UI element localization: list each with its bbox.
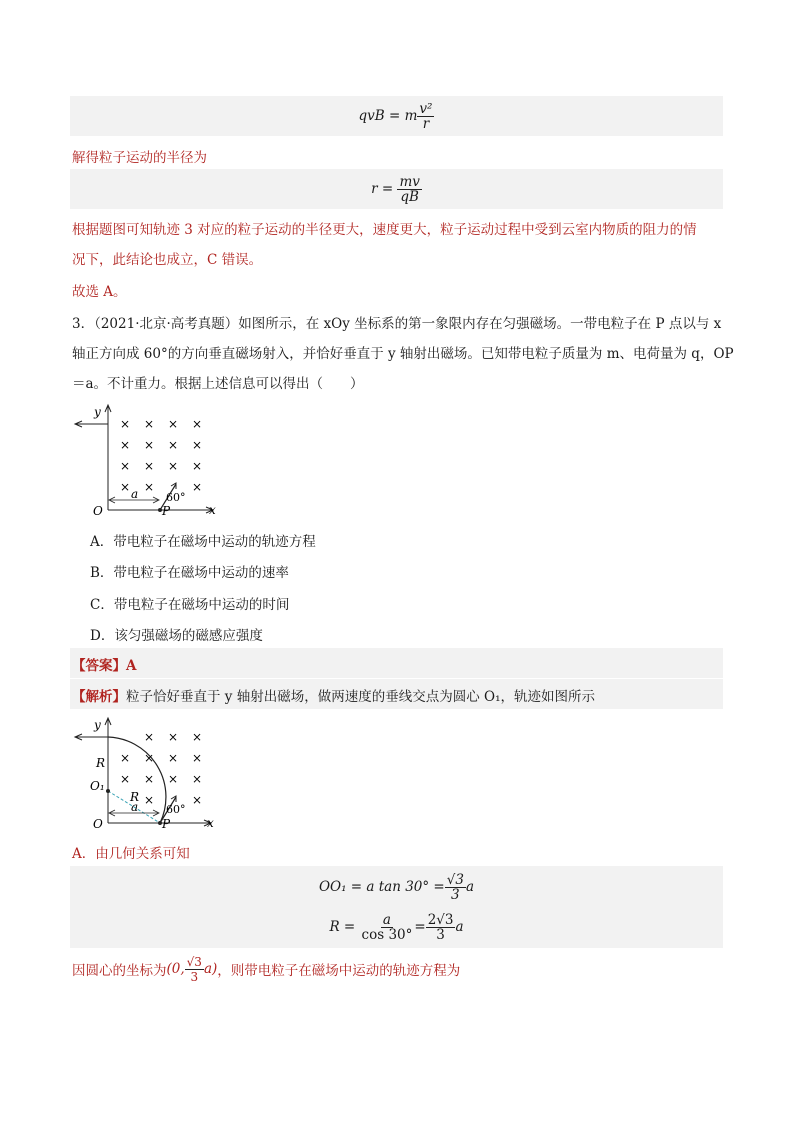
paragraph-conclusion-line1: 根据题图可知轨迹 3 对应的粒子运动的半径更大，速度更大，粒子运动过程中受到云室内物质的阻力的情 [72,222,697,238]
numerator: v² [419,100,433,117]
figure-trajectory [72,715,217,830]
equation-lhs: qvB = m [358,108,418,124]
figure-magnetic-field [72,402,222,517]
question-3-line2: 轴正方向成 60°的方向垂直磁场射入，并恰好垂直于 y 轴射出磁场。已知带电粒子质量为 m、电荷量为 q，OP [72,346,734,362]
fraction [185,955,204,984]
answer-block [70,648,723,678]
numerator: √3 [446,871,464,888]
equals-sign: = [414,919,426,935]
radius-label-diagonal: R [130,790,140,804]
point-p-label: P [162,817,171,830]
svg-text:×: × [120,480,131,494]
svg-text:×: × [144,480,155,494]
option-a: A．带电粒子在磁场中运动的轨迹方程 [90,534,316,550]
analysis-text: 粒子恰好垂直于 y 轴射出磁场，做两速度的垂线交点为圆心 O₁，轨迹如图所示 [126,689,595,705]
svg-text:×: × [192,480,203,494]
svg-text:×: × [192,417,203,431]
coord-close: a) [203,961,218,977]
numerator: a [382,911,391,928]
denominator: qB [400,188,419,205]
svg-text:×: × [168,772,179,786]
denominator: cos 30° [361,926,413,943]
equation-lhs: r = [371,181,394,197]
svg-text:×: × [144,417,155,431]
svg-text:×: × [168,751,179,765]
radius-label-vertical: R [96,756,106,770]
svg-text:×: × [120,772,131,786]
svg-text:×: × [168,730,179,744]
paragraph-choice: 故选 A。 [72,284,127,300]
svg-text:×: × [144,438,155,452]
denominator: 3 [436,926,445,943]
fraction [445,873,466,902]
svg-text:×: × [168,438,179,452]
origin-label: O [93,504,103,517]
fraction-1 [360,913,415,942]
option-d: D．该匀强磁场的磁感应强度 [90,628,263,644]
paragraph-center-coordinates [72,952,460,986]
equation-tail: a [455,919,464,935]
svg-text:×: × [192,772,203,786]
equation-R [70,908,723,946]
equation-qvB [70,96,723,136]
angle-label: 60° [166,491,186,504]
paragraph-geometry: A．由几何关系可知 [72,846,190,862]
svg-text:×: × [168,417,179,431]
center-o1-label: O₁ [90,779,105,793]
text-post: ，则带电粒子在磁场中运动的轨迹方程为 [217,963,461,979]
numerator: mv [399,173,420,190]
svg-text:×: × [120,438,131,452]
analysis-label: 【解析】 [72,689,126,705]
option-c: C．带电粒子在磁场中运动的时间 [90,597,290,613]
text-pre: 因圆心的坐标为 [72,963,167,979]
equation-lhs: R = [329,919,356,935]
svg-text:×: × [192,751,203,765]
origin-label: O [93,817,103,830]
svg-text:×: × [192,793,203,807]
equation-radius [70,169,723,209]
y-axis-label: y [94,718,101,732]
denominator: r [422,115,430,132]
option-b: B．带电粒子在磁场中运动的速率 [90,565,289,581]
point-p-label: P [162,504,171,517]
analysis-line [72,685,595,705]
svg-text:×: × [120,751,131,765]
svg-text:×: × [144,730,155,744]
answer-value: A [126,658,137,674]
answer-label: 【答案】 [72,658,126,674]
numerator: 2√3 [427,911,454,928]
svg-text:×: × [120,417,131,431]
denominator: 3 [190,969,199,984]
numerator: √3 [186,954,202,969]
svg-text:×: × [192,438,203,452]
denominator: 3 [451,886,460,903]
svg-text:×: × [144,459,155,473]
svg-text:×: × [144,751,155,765]
y-axis-label: y [94,405,101,419]
x-axis-label: x [209,503,216,517]
svg-text:×: × [168,459,179,473]
question-3-line1: 3．（2021·北京·高考真题）如图所示，在 xOy 坐标系的第一象限内存在匀强磁场。一带电粒子在 P 点以与 x [72,316,722,332]
answer-line [72,654,136,674]
field-marks [120,417,202,494]
equation-oo1 [70,868,723,906]
paragraph-solve-radius: 解得粒子运动的半径为 [72,150,207,166]
svg-text:×: × [192,459,203,473]
x-axis-label: x [207,816,214,830]
svg-text:×: × [192,730,203,744]
svg-text:×: × [144,772,155,786]
coord-open: (0, [166,961,185,977]
paragraph-conclusion-line2: 况下，此结论也成立，C 错误。 [72,252,263,268]
angle-label: 60° [166,803,186,816]
svg-text:×: × [144,793,155,807]
question-3-line3: ＝a。不计重力。根据上述信息可以得出（ ） [72,376,364,392]
fraction [417,102,434,131]
fraction [397,175,421,204]
segment-a-label: a [131,800,139,814]
equation-tail: a [465,879,475,895]
segment-a-label: a [131,487,139,501]
equation-lhs: OO₁ = a tan 30° = [318,879,445,895]
svg-text:×: × [120,459,131,473]
fraction-2 [426,913,456,942]
